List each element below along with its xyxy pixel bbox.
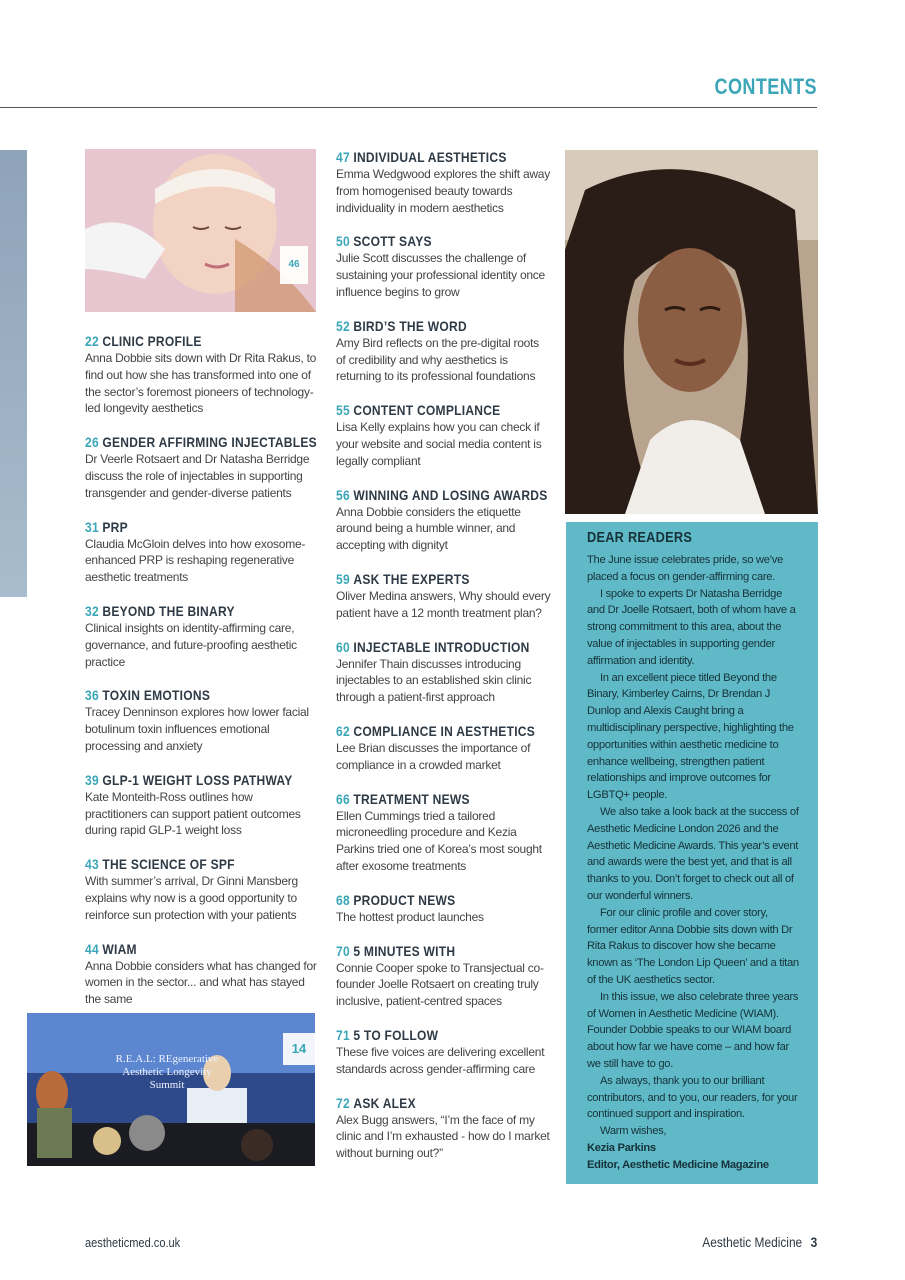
entry-description: Alex Bugg answers, “I’m the face of my clinic and I’m exhausted - how do I market without burning out?” <box>336 1112 550 1161</box>
letter-paragraph: For our clinic profile and cover story, former editor Anna Dobbie sits down with Dr Rita Rakus to discover how she became known as ‘The London Lip Queen’ and a titan of the UK aesthetics sector. <box>587 906 799 986</box>
contents-entry[interactable] <box>85 602 317 670</box>
contents-entry[interactable] <box>85 518 317 586</box>
letter-paragraph: The June issue celebrates pride, so we’ve placed a focus on gender-affirming care. <box>587 554 784 583</box>
dear-readers-title: DEAR READERS <box>587 529 693 546</box>
contents-column-left <box>85 332 317 1024</box>
contents-entry[interactable] <box>85 332 317 417</box>
letter-paragraph: I spoke to experts Dr Natasha Berridge and Dr Joelle Rotsaert, both of whom have a strong commitment to this area, about the value of injectables in supporting gender affirmation and identity. <box>587 587 796 667</box>
entry-heading: 72 ASK ALEX <box>336 1094 416 1111</box>
entry-description: Ellen Cummings tried a tailored microneedling procedure and Kezia Parkins tried one of Korea’s most sought after exosome treatments <box>336 808 542 873</box>
entry-heading: 22 CLINIC PROFILE <box>85 333 202 349</box>
contents-entry[interactable] <box>336 891 551 926</box>
contents-entry[interactable] <box>336 401 551 469</box>
entry-description: Julie Scott discusses the challenge of sustaining your professional identity once influence begins to grow <box>336 251 545 299</box>
editor-letter <box>587 552 799 1173</box>
contents-entry[interactable] <box>336 486 551 554</box>
signature-role: Editor, Aesthetic Medicine Magazine <box>587 1158 769 1171</box>
entry-heading: 68 PRODUCT NEWS <box>336 891 456 908</box>
contents-entry[interactable] <box>336 570 551 622</box>
entry-description: Anna Dobbie considers the etiquette around being a humble winner, and accepting with dignityt <box>336 504 521 553</box>
contents-entry[interactable] <box>336 148 551 216</box>
event-banner-text: R.E.A.L: REgenerative Aesthetic Longevity Summit <box>115 1053 219 1091</box>
entry-description: Anna Dobbie considers what has changed for women in the sector... and what has stayed the same <box>85 958 317 1007</box>
entry-heading: 32 BEYOND THE BINARY <box>85 602 235 619</box>
entry-heading: 71 5 TO FOLLOW <box>336 1026 439 1043</box>
side-color-strip <box>0 150 27 597</box>
entry-description: Kate Monteith-Ross outlines how practitioners can support patient outcomes during rapid GLP-1 weight loss <box>85 789 301 838</box>
entry-heading: 59 ASK THE EXPERTS <box>336 570 470 587</box>
entry-description: Dr Veerle Rotsaert and Dr Natasha Berridge discuss the role of injectables in supporting transgender and gender-diverse patients <box>85 452 310 500</box>
footer-website-link[interactable]: aestheticmed.co.uk <box>85 1235 181 1250</box>
contents-entry[interactable] <box>85 771 317 839</box>
entry-heading: 50 SCOTT SAYS <box>336 233 432 250</box>
entry-heading: 66 TREATMENT NEWS <box>336 790 470 807</box>
entry-description: Anna Dobbie sits down with Dr Rita Rakus, to find out how she has transformed into one of the sector’s foremost pioneers of technology-led longevity aesthetics <box>85 351 317 416</box>
contents-entry[interactable] <box>85 686 317 754</box>
editor-portrait-photo[interactable] <box>565 150 818 514</box>
page-tag: 14 <box>283 1033 315 1065</box>
facial-treatment-photo[interactable] <box>85 149 316 312</box>
page-tag: 46 <box>280 246 308 284</box>
entry-description: Tracey Denninson explores how lower facial botulinum toxin influences emotional processing and anxiety <box>85 705 309 753</box>
contents-entry[interactable] <box>336 790 551 875</box>
page-number: 3 <box>810 1234 817 1250</box>
entry-heading: 47 INDIVIDUAL AESTHETICS <box>336 149 507 165</box>
entry-heading: 56 WINNING AND LOSING AWARDS <box>336 486 548 503</box>
footer-magazine-info <box>702 1234 817 1250</box>
letter-paragraph: In an excellent piece titled Beyond the Binary, Kimberley Cairns, Dr Brendan J Dunlop and Alexis Caught bring a multidisciplinary perspective, highlighting the opportunities within aesthetic medicine to enhance wellbeing, strengthen patient relationships and improve outcomes for LGBTQ+ people. <box>587 671 794 802</box>
contents-entry[interactable] <box>336 638 551 706</box>
contents-entry[interactable] <box>336 942 551 1010</box>
entry-description: These five voices are delivering excellent standards across gender-affirming care <box>336 1044 545 1076</box>
entry-description: Clinical insights on identity-affirming care, governance, and future-proofing aesthetic practice <box>85 620 297 669</box>
entry-description: With summer’s arrival, Dr Ginni Mansberg explains why now is a good opportunity to reinforce sun protection with your patients <box>85 874 298 922</box>
entry-description: Emma Wedgwood explores the shift away from homogenised beauty towards individuality in modern aesthetics <box>336 167 550 215</box>
contents-entry[interactable] <box>336 317 551 385</box>
magazine-name: Aesthetic Medicine <box>701 1234 802 1250</box>
entry-description: Claudia McGloin delves into how exosome-enhanced PRP is reshaping regenerative aesthetic treatments <box>85 536 306 585</box>
letter-paragraph: We also take a look back at the success of Aesthetic Medicine London 2026 and the Aesthetic Medicine Awards. This year’s event and awards were the best yet, and that is all thanks to you. Don’t forget to check out all of our wonderful winners. <box>587 805 799 902</box>
entry-heading: 43 THE SCIENCE OF SPF <box>85 856 235 873</box>
entry-heading: 36 TOXIN EMOTIONS <box>85 687 211 704</box>
entry-heading: 39 GLP-1 WEIGHT LOSS PATHWAY <box>85 771 293 788</box>
contents-entry[interactable] <box>85 855 317 923</box>
summit-event-photo[interactable] <box>27 1013 315 1166</box>
contents-entry[interactable] <box>336 232 551 300</box>
entry-description: Jennifer Thain discusses introducing injectables to an established skin clinic through a patient-first approach <box>336 656 532 705</box>
contents-entry[interactable] <box>85 433 317 501</box>
contents-entry[interactable] <box>85 940 317 1008</box>
entry-description: The hottest product launches <box>336 909 484 924</box>
header-divider <box>0 107 817 108</box>
entry-heading: 62 COMPLIANCE IN AESTHETICS <box>336 722 536 739</box>
entry-heading: 44 WIAM <box>85 940 137 957</box>
entry-description: Lee Brian discusses the importance of compliance in a crowded market <box>336 740 531 772</box>
entry-description: Lisa Kelly explains how you can check if your website and social media content is legally compliant <box>336 420 542 468</box>
contents-entry[interactable] <box>336 1094 551 1162</box>
letter-paragraph: As always, thank you to our brilliant contributors, and to you, our readers, for your continued support and inspiration. <box>587 1074 798 1121</box>
entry-heading: 55 CONTENT COMPLIANCE <box>336 402 501 419</box>
contents-entry[interactable] <box>336 1026 551 1078</box>
page-title: CONTENTS <box>714 74 817 99</box>
signature-name: Kezia Parkins <box>587 1141 656 1154</box>
letter-paragraph: In this issue, we also celebrate three years of Women in Aesthetic Medicine (WIAM). Founder Dobbie speaks to our WIAM board about how far we have come – and how far we still have to go. <box>587 990 799 1070</box>
entry-description: Amy Bird reflects on the pre-digital roots of credibility and why aesthetics is returning to its professional foundations <box>336 335 539 384</box>
dear-readers-box <box>566 522 818 1184</box>
contents-entry[interactable] <box>336 722 551 774</box>
letter-paragraph: Warm wishes, <box>600 1125 667 1138</box>
entry-heading: 60 INJECTABLE INTRODUCTION <box>336 638 530 655</box>
entry-description: Oliver Medina answers, Why should every patient have a 12 month treatment plan? <box>336 588 551 620</box>
entry-heading: 26 GENDER AFFIRMING INJECTABLES <box>85 434 317 451</box>
entry-heading: 70 5 MINUTES WITH <box>336 942 456 959</box>
entry-description: Connie Cooper spoke to Transjectual co-founder Joelle Rotsaert on creating truly inclusive, patient-centred spaces <box>336 960 544 1009</box>
entry-heading: 52 BIRD’S THE WORD <box>336 317 467 334</box>
entry-heading: 31 PRP <box>85 518 128 535</box>
contents-column-middle <box>336 148 551 1178</box>
